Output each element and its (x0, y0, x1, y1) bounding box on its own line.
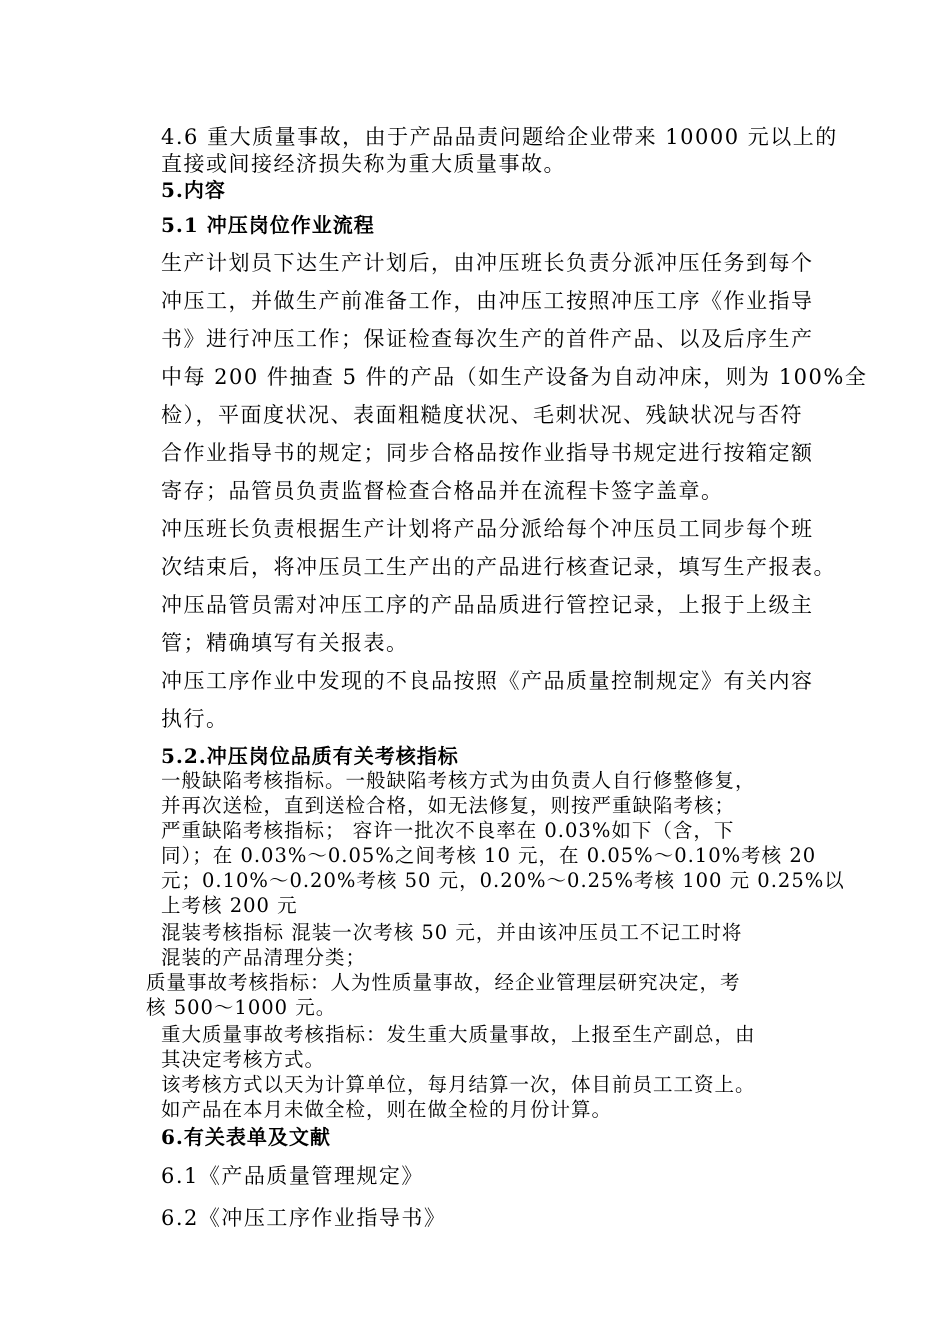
settlement-line: 如产品在本月未做全检，则在做全检的月份计算。 (161, 1098, 613, 1121)
team-leader-paragraph-line: 次结束后，将冲压员工生产出的产品进行核查记录，填写生产报表。 (161, 555, 836, 579)
flow-paragraph-line: 寄存；品管员负责监督检查合格品并在流程卡签字盖章。 (161, 479, 724, 503)
item-4-6-line-2: 直接或间接经济损失称为重大质量事故。 (161, 152, 566, 176)
serious-defect-line: 同）；在 0.03%～0.05%之间考核 10 元，在 0.05%～0.10%考核 20 (161, 844, 817, 867)
serious-defect-line: 元；0.10%～0.20%考核 50 元，0.20%～0.25%考核 100 元 0.25%以 (161, 869, 845, 892)
flow-paragraph-line: 冲压工，并做生产前准备工作，由冲压工按照冲压工序《作业指导 (161, 289, 814, 313)
flow-paragraph-line: 生产计划员下达生产计划后，由冲压班长负责分派冲压任务到每个 (161, 251, 814, 275)
section-5-2-heading: 5.2.冲压岗位品质有关考核指标 (161, 744, 459, 768)
section-5-1-heading: 5.1 冲压岗位作业流程 (161, 213, 375, 237)
team-leader-paragraph-line: 冲压班长负责根据生产计划将产品分派给每个冲压员工同步每个班 (161, 517, 814, 541)
major-accident-line: 重大质量事故考核指标：发生重大质量事故，上报至生产副总，由 (161, 1023, 756, 1046)
flow-paragraph-line: 书》进行冲压工作；保证检查每次生产的首件产品、以及后序生产 (161, 327, 814, 351)
flow-paragraph-line: 中每 200 件抽查 5 件的产品（如生产设备为自动冲床，则为 100%全 (161, 365, 868, 389)
qc-paragraph-line: 管；精确填写有关报表。 (161, 631, 409, 655)
general-defect-line: 并再次送检，直到送检合格，如无法修复，则按严重缺陷考核； (161, 794, 736, 817)
section-5-heading: 5.内容 (161, 178, 226, 202)
mixed-assembly-line: 混装考核指标 混装一次考核 50 元，并由该冲压员工不记工时将 (161, 921, 743, 944)
section-6-heading: 6.有关表单及文献 (161, 1125, 331, 1149)
defect-paragraph-line: 执行。 (161, 707, 229, 731)
flow-paragraph-line: 检），平面度状况、表面粗糙度状况、毛刺状况、残缺状况与否符 (161, 403, 803, 427)
settlement-line: 该考核方式以天为计算单位，每月结算一次，体目前员工工资上。 (161, 1073, 756, 1096)
reference-item: 6.1《产品质量管理规定》 (161, 1164, 424, 1188)
quality-accident-line: 质量事故考核指标：人为性质量事故，经企业管理层研究决定，考 (146, 971, 741, 994)
qc-paragraph-line: 冲压品管员需对冲压工序的产品品质进行管控记录，上报于上级主 (161, 593, 814, 617)
serious-defect-line: 上考核 200 元 (161, 894, 298, 917)
item-4-6-line-1: 4.6 重大质量事故，由于产品品责问题给企业带来 10000 元以上的 (161, 125, 838, 149)
general-defect-line: 一般缺陷考核指标。一般缺陷考核方式为由负责人自行修整修复， (161, 769, 756, 792)
major-accident-line: 其决定考核方式。 (161, 1048, 326, 1071)
reference-item: 6.2《冲压工序作业指导书》 (161, 1206, 447, 1230)
flow-paragraph-line: 合作业指导书的规定；同步合格品按作业指导书规定进行按箱定额 (161, 441, 814, 465)
defect-paragraph-line: 冲压工序作业中发现的不良品按照《产品质量控制规定》有关内容 (161, 669, 814, 693)
serious-defect-line: 严重缺陷考核指标； 容许一批次不良率在 0.03%如下（含，下 (161, 819, 735, 842)
quality-accident-line: 核 500～1000 元。 (146, 996, 337, 1019)
mixed-assembly-line: 混装的产品清理分类； (161, 946, 367, 969)
